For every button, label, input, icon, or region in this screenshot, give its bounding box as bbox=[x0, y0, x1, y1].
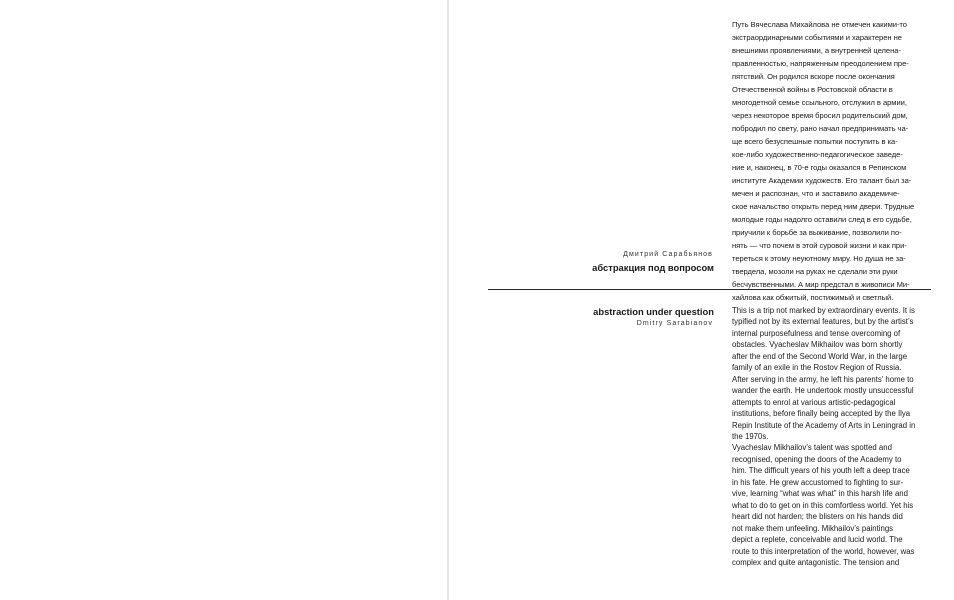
english-line: family of an exile in the Rostov Region of Russia. bbox=[732, 363, 902, 373]
english-line: institutions, before finally being accepted by the Ilya bbox=[732, 409, 911, 419]
russian-line: ние и, наконец, в 70-е годы оказался в Репинском bbox=[732, 163, 907, 172]
russian-title: абстракция под вопросом bbox=[592, 262, 714, 273]
russian-line: институте Академии художеств. Его талант был за- bbox=[732, 176, 912, 185]
english-line: recognised, opening the doors of the Academy to bbox=[732, 454, 902, 464]
section-divider bbox=[488, 289, 931, 290]
english-line: Repin Institute of the Academy of Arts in Leningrad in bbox=[732, 420, 916, 430]
russian-line: твердела, мозоли на руках не сделали эти руки bbox=[732, 267, 898, 276]
english-line: complex and quite antagonistic. The tension and bbox=[732, 557, 900, 567]
russian-line: кое-либо художественно-педагогическое заведе- bbox=[732, 150, 903, 159]
russian-line: нять — что почем в этой суровой жизни и как при- bbox=[732, 241, 907, 250]
russian-author: Дмитрий Сарабьянов bbox=[623, 251, 713, 258]
russian-line: побродил по свету, рано начал предпринимать ча- bbox=[732, 124, 909, 133]
russian-line: внешними проявлениями, а внутренней целена- bbox=[732, 46, 901, 55]
english-line: depict a replete, conceivable and lucid world. The bbox=[732, 535, 903, 545]
russian-line: ское начальство открыть перед ним двери. Трудные bbox=[732, 202, 915, 211]
english-line: him. The difficult years of his youth left a deep trace bbox=[732, 466, 910, 476]
english-line: internal purposefulness and tense overcoming of bbox=[732, 328, 901, 338]
russian-line: правленностью, напряженным преодолением пре- bbox=[732, 59, 909, 68]
russian-line: бесчувственными. А мир предстал в живописи Ми- bbox=[732, 280, 910, 289]
russian-line: приучили к борьбе за выживание, позволили по- bbox=[732, 228, 902, 237]
russian-line: хайлова как обжитый, постижимый и светлый. bbox=[732, 293, 894, 302]
english-line: route to this interpretation of the world, however, was bbox=[732, 546, 915, 556]
left-page bbox=[0, 0, 447, 600]
russian-line: тереться к этому неуютному миру. Но душа не за- bbox=[732, 254, 906, 263]
russian-line: молодые годы надолго оставили след в его судьбе, bbox=[732, 215, 912, 224]
russian-line: пятствий. Он родился вскоре после окончания bbox=[732, 72, 895, 81]
english-author: Dmitry Sarabianov bbox=[636, 320, 713, 327]
english-line: After serving in the army, he left his parents’ home to bbox=[732, 374, 914, 384]
russian-line: через некоторое время бросил родительский дом, bbox=[732, 111, 908, 120]
russian-body-text bbox=[732, 18, 915, 304]
russian-line: Путь Вячеслава Михайлова не отмечен какими-то bbox=[732, 20, 907, 29]
english-line: This is a trip not marked by extraordinary events. It is bbox=[732, 306, 915, 315]
russian-line: экстраординарными событиями и характерен не bbox=[732, 33, 902, 42]
english-line: what to do to get on in this comfortless world. Yet his bbox=[732, 500, 914, 510]
english-line: not make them unfeeling. Mikhailov’s paintings bbox=[732, 523, 894, 533]
english-line: Vyacheslav Mikhailov’s talent was spotted and bbox=[732, 443, 892, 453]
english-line: obstacles. Vyacheslav Mikhailov was born shortly bbox=[732, 340, 903, 350]
english-line: after the end of the Second World War, in the large bbox=[732, 351, 908, 361]
english-line: in his fate. He grew accustomed to fighting to sur- bbox=[732, 477, 904, 487]
english-line: attempts to enrol at various artistic-pedagogical bbox=[732, 397, 896, 407]
english-body-text bbox=[732, 305, 916, 568]
russian-line: мечен и распознан, что и заставило академиче- bbox=[732, 189, 900, 198]
english-line: heart did not harden; the blisters on his hands did bbox=[732, 512, 903, 522]
english-line: wander the earth. He undertook mostly unsuccessful bbox=[732, 386, 914, 396]
english-line: typified not by its external features, but by the artist’s bbox=[732, 317, 914, 327]
english-line: the 1970s. bbox=[732, 431, 769, 441]
russian-line: многодетной семье ссыльного, отслужил в армии, bbox=[732, 98, 907, 107]
russian-line: Отечественной войны в Ростовской области в bbox=[732, 85, 893, 94]
english-line: vive, learning “what was what” in this harsh life and bbox=[732, 489, 908, 499]
english-title: abstraction under question bbox=[593, 306, 714, 317]
russian-line: ще всего безуспешные попытки поступить в ка- bbox=[732, 137, 898, 146]
